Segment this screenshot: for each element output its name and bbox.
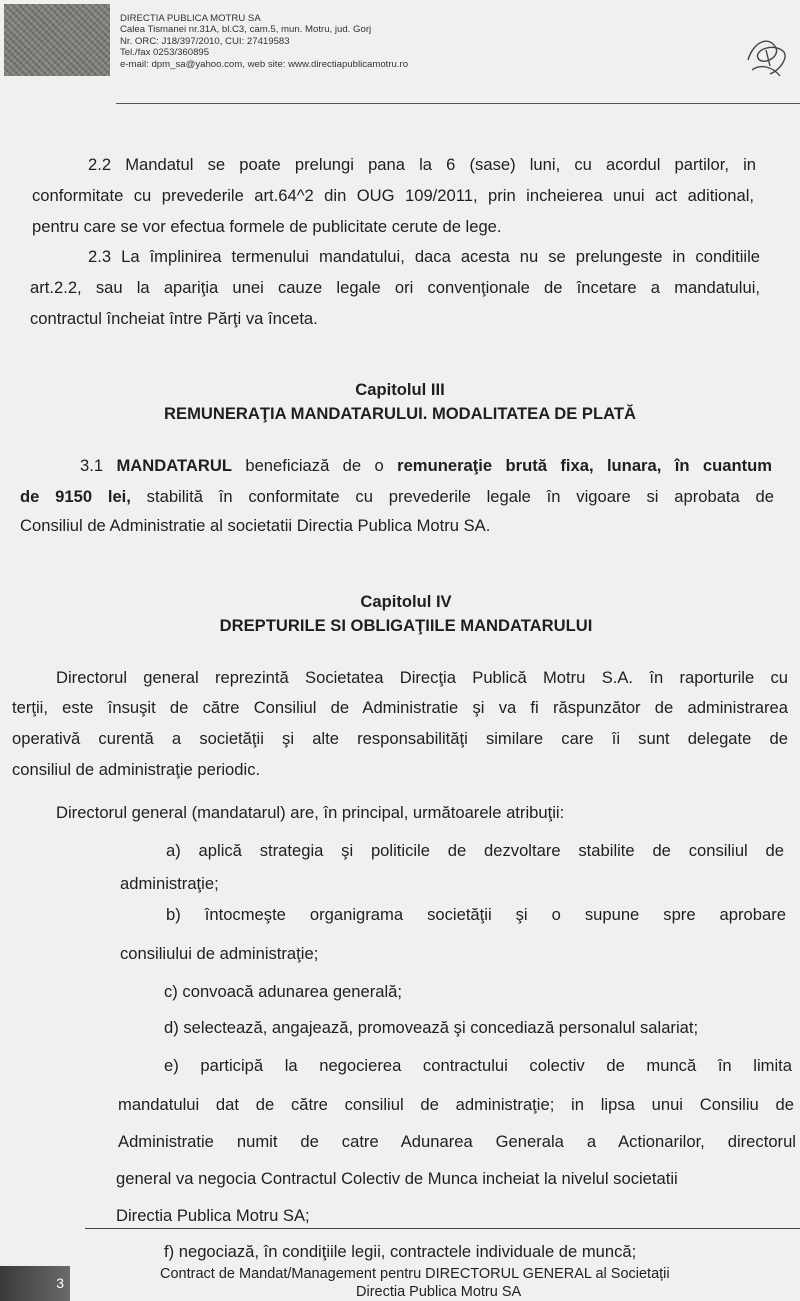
company-logo xyxy=(4,4,110,76)
company-name: DIRECTIA PUBLICA MOTRU SA xyxy=(120,13,261,24)
text-line: Directorul general reprezintă Societatea Direcţia Publică Motru S.A. în raporturile cu xyxy=(56,668,788,687)
company-contact: e-mail: dpm_sa@yahoo.com, web site: www.directiapublicamotru.ro xyxy=(120,58,409,70)
company-address: Calea Tismanei nr.31A, bl.C3, cam.5, mun. Motru, jud. Gorj xyxy=(120,24,372,36)
company-registry: Nr. ORC: J18/397/2010, CUI: 27419583 xyxy=(120,35,290,47)
letterhead xyxy=(120,13,408,70)
text-line: 2.2 Mandatul se poate prelungi pana la 6 (sase) luni, cu acordul partilor, in xyxy=(88,155,756,174)
handwritten-signature xyxy=(740,30,792,84)
chapter-3-title: REMUNERAŢIA MANDATARULUI. MODALITATEA DE PLATĂ xyxy=(164,404,636,423)
text-line: e) participă la negocierea contractului colectiv de muncă în limita xyxy=(164,1056,792,1075)
chapter-4-title: DREPTURILE SI OBLIGAŢIILE MANDATARULUI xyxy=(219,616,593,635)
text-line: administraţie; xyxy=(120,874,219,893)
list-item-f: f) negociază, în condiţiile legii, contractele individuale de muncă; xyxy=(164,1242,637,1261)
chapter-3-number: Capitolul III xyxy=(355,380,445,399)
list-item-d: d) selectează, angajează, promovează şi concediază personalul salariat; xyxy=(164,1018,699,1037)
text-line: art.2.2, sau la apariţia unei cauze legale ori convenţionale de încetare a mandatului, xyxy=(30,278,760,297)
attributions-intro: Directorul general (mandatarul) are, în principal, următoarele atribuţii: xyxy=(56,803,565,822)
text-line: contractul încheiat între Părţi va înceta. xyxy=(30,309,318,328)
text-line: consiliului de administraţie; xyxy=(120,944,319,963)
page-number: 3 xyxy=(0,1266,70,1301)
text-line: conformitate cu prevederile art.64^2 din OUG 109/2011, prin incheierea unui act aditional, xyxy=(32,186,754,205)
header-divider xyxy=(116,103,800,104)
text-line: operativă curentă a societăţii şi alte responsabilităţi similare care îi sunt delegate de xyxy=(12,729,788,748)
footer-line-1: Contract de Mandat/Management pentru DIRECTORUL GENERAL al Societații xyxy=(160,1266,670,1282)
list-item-c: c) convoacă adunarea generală; xyxy=(164,982,403,1001)
company-phone: Tel./fax 0253/360895 xyxy=(120,47,210,59)
text-line: consiliul de administraţie periodic. xyxy=(12,760,261,779)
footer-line-2: Directia Publica Motru SA xyxy=(356,1284,522,1300)
text-line: de 9150 lei, stabilită în conformitate cu prevederile legale în vigoare si aprobata de xyxy=(20,487,774,506)
text-line: b) întocmeşte organigrama societăţii şi o supune spre aprobare xyxy=(166,905,786,924)
text-line: mandatului dat de către consiliul de administraţie; in lipsa unui Consiliu de xyxy=(118,1095,794,1114)
footer-divider xyxy=(85,1228,800,1229)
text-line: 3.1 MANDATARUL beneficiază de o remuneraţie brută fixa, lunara, în cuantum xyxy=(80,456,772,475)
text-line: terţii, este însuşit de către Consiliul de Administratie şi va fi răspunzător de administrarea xyxy=(12,698,788,717)
text-line: 2.3 La împlinirea termenului mandatului, daca acesta nu se prelungeste in conditiile xyxy=(88,247,760,266)
text-line: Administratie numit de catre Adunarea Generala a Actionarilor, directorul xyxy=(118,1132,796,1151)
text-line: Directia Publica Motru SA; xyxy=(116,1206,310,1225)
text-line: pentru care se vor efectua formele de publicitate cerute de lege. xyxy=(32,217,502,236)
text-line: a) aplică strategia şi politicile de dezvoltare stabilite de consiliul de xyxy=(166,841,784,860)
text-line: Consiliul de Administratie al societatii Directia Publica Motru SA. xyxy=(20,516,491,535)
text-line: general va negocia Contractul Colectiv de Munca incheiat la nivelul societatii xyxy=(116,1169,678,1188)
chapter-4-number: Capitolul IV xyxy=(360,592,452,611)
